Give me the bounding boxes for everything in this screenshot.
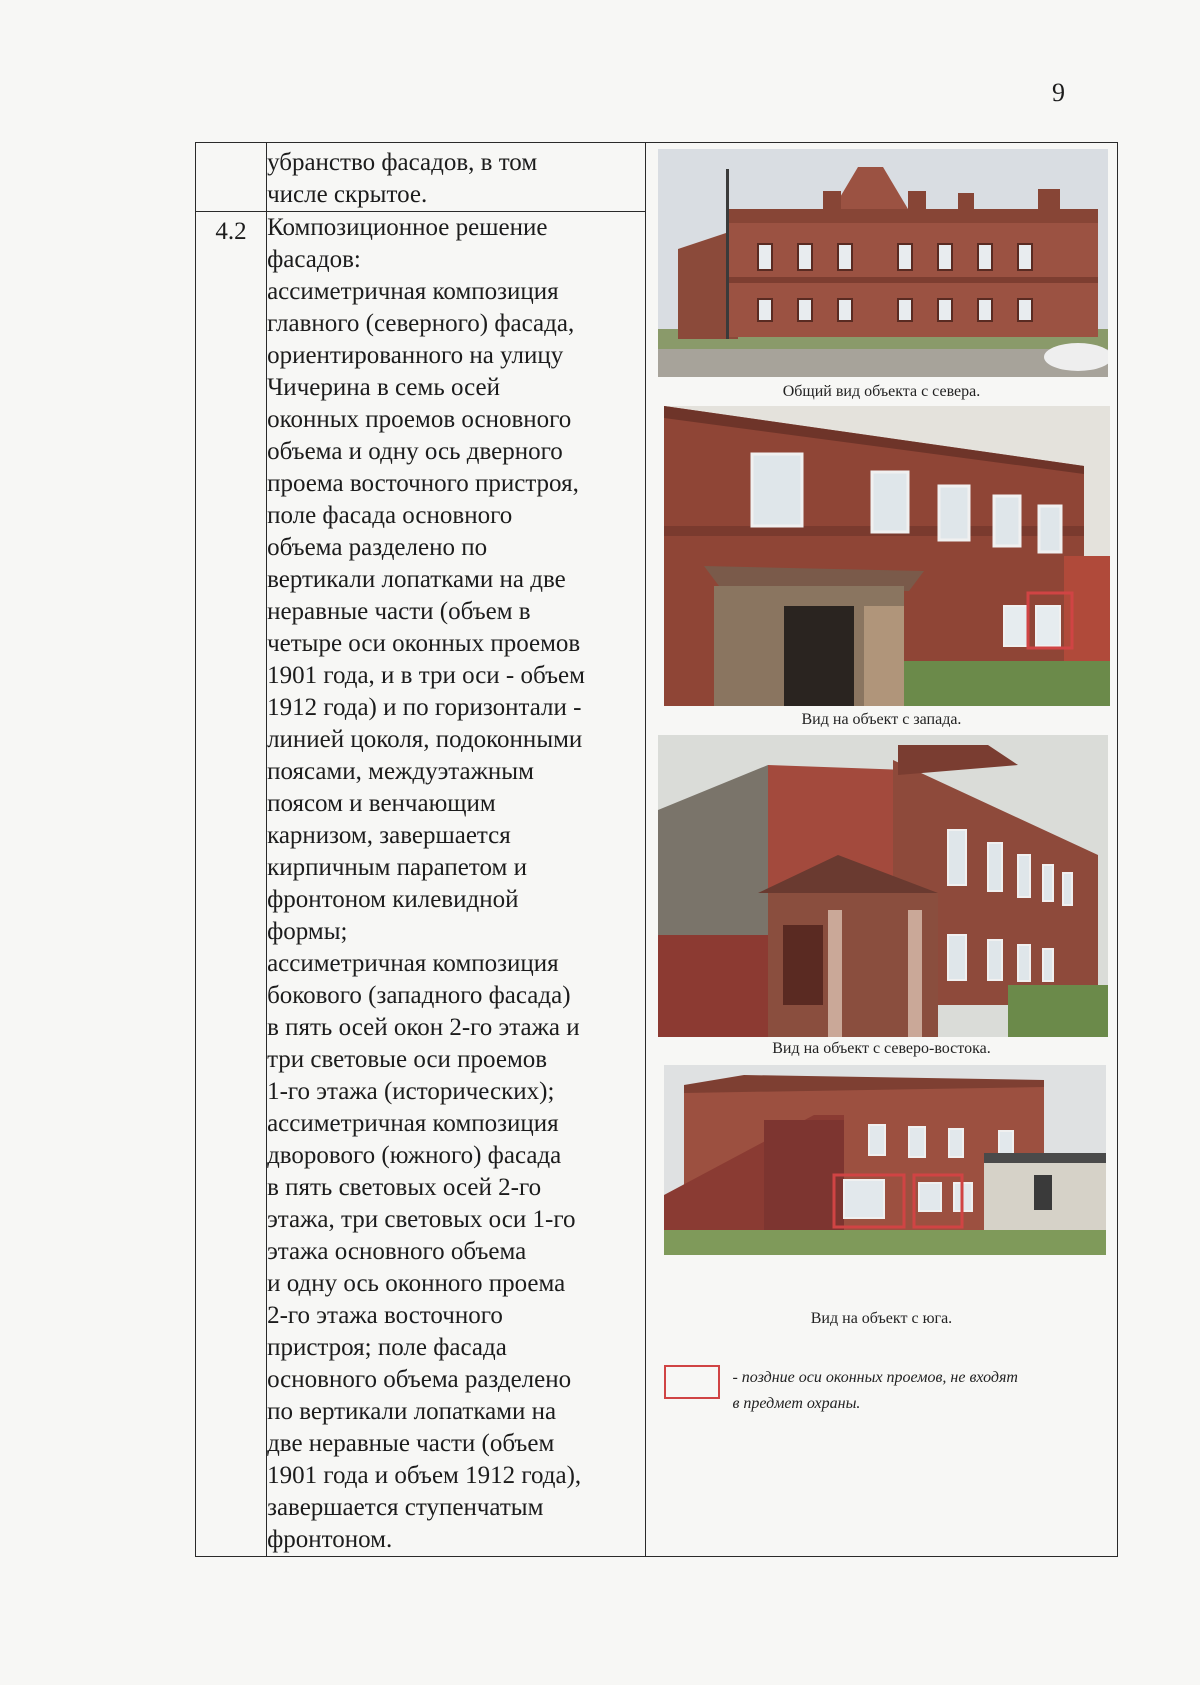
text-line: дворового (южного) фасада xyxy=(267,1142,562,1169)
table-row xyxy=(196,143,1118,212)
text-line: бокового (западного фасада) xyxy=(267,982,571,1009)
text-line: этажа, три световых оси 1-го xyxy=(267,1206,576,1233)
text-line: 1901 года и объем 1912 года), xyxy=(267,1462,582,1489)
text-line: ассиметричная композиция xyxy=(267,278,559,305)
text-line: пристроя; поле фасада xyxy=(267,1334,507,1361)
text-line: 1901 года, и в три оси - объем xyxy=(267,662,585,689)
text-line: завершается ступенчатым xyxy=(267,1494,544,1521)
north-view-caption: Общий вид объекта с севера. xyxy=(782,383,981,400)
row-number-cell xyxy=(196,143,267,212)
text-line: неравные части (объем в xyxy=(267,598,531,625)
text-line: поясами, междуэтажным xyxy=(267,758,534,785)
text-line: линией цоколя, подоконными xyxy=(267,726,583,753)
row-number-cell: 4.2 xyxy=(196,212,267,1557)
legend-line: - поздние оси оконных проемов, не входят xyxy=(732,1369,1018,1386)
text-line: вертикали лопатками на две xyxy=(267,566,566,593)
text-line: в пять осей окон 2-го этажа и xyxy=(267,1014,580,1041)
text-line: 1-го этажа (исторических); xyxy=(267,1078,555,1105)
legend-swatch xyxy=(664,1365,720,1399)
text-line: поясом и венчающим xyxy=(267,790,496,817)
text-line: поле фасада основного xyxy=(267,502,513,529)
west-view-photo xyxy=(664,406,1110,706)
text-line: этажа основного объема xyxy=(267,1238,527,1265)
text-line: числе скрытое. xyxy=(267,181,428,208)
text-line: объема разделено по xyxy=(267,534,488,561)
south-view-caption: Вид на объект с юга. xyxy=(810,1310,953,1327)
text-line: по вертикали лопатками на xyxy=(267,1398,557,1425)
text-line: ориентированного на улицу xyxy=(267,342,564,369)
text-line: фронтоном килевидной xyxy=(267,886,519,913)
legend-text xyxy=(732,1365,1112,1417)
text-line: четыре оси оконных проемов xyxy=(267,630,581,657)
text-line: формы; xyxy=(267,918,348,945)
north-east-view-photo xyxy=(658,735,1108,1037)
text-line: Чичерина в семь осей xyxy=(267,374,500,401)
text-line: карнизом, завершается xyxy=(267,822,511,849)
text-line: убранство фасадов, в том xyxy=(267,149,538,176)
text-line: Композиционное решение xyxy=(267,214,548,241)
text-line: в пять световых осей 2-го xyxy=(267,1174,542,1201)
text-line: две неравные части (объем xyxy=(267,1430,555,1457)
west-view-caption: Вид на объект с запада. xyxy=(801,711,962,728)
text-line: основного объема разделено xyxy=(267,1366,572,1393)
text-line: фронтоном. xyxy=(267,1526,393,1553)
north-east-view-caption: Вид на объект с северо-востока. xyxy=(772,1040,991,1057)
photo-column xyxy=(646,143,1117,1478)
text-line: и одну ось оконного проема xyxy=(267,1270,566,1297)
text-line: объема и одну ось дверного xyxy=(267,438,563,465)
text-line: 1912 года) и по горизонтали - xyxy=(267,694,582,721)
text-line: три световые оси проемов xyxy=(267,1046,548,1073)
text-line: ассиметричная композиция xyxy=(267,1110,559,1137)
legend-line: в предмет охраны. xyxy=(732,1395,861,1412)
text-line: фасадов: xyxy=(267,246,361,273)
north-view-photo xyxy=(658,149,1108,377)
heritage-table xyxy=(195,142,1118,1557)
row-text-cell xyxy=(267,212,646,1557)
text-line: 2-го этажа восточного xyxy=(267,1302,503,1329)
page-number: 9 xyxy=(1052,78,1065,107)
south-view-photo xyxy=(664,1065,1106,1255)
text-line: кирпичным парапетом и xyxy=(267,854,527,881)
text-line: ассиметричная композиция xyxy=(267,950,559,977)
text-line: главного (северного) фасада, xyxy=(267,310,575,337)
text-line: оконных проемов основного xyxy=(267,406,572,433)
row-text-cell xyxy=(267,143,646,212)
text-line: проема восточного пристроя, xyxy=(267,470,579,497)
photo-cell xyxy=(646,143,1118,1557)
